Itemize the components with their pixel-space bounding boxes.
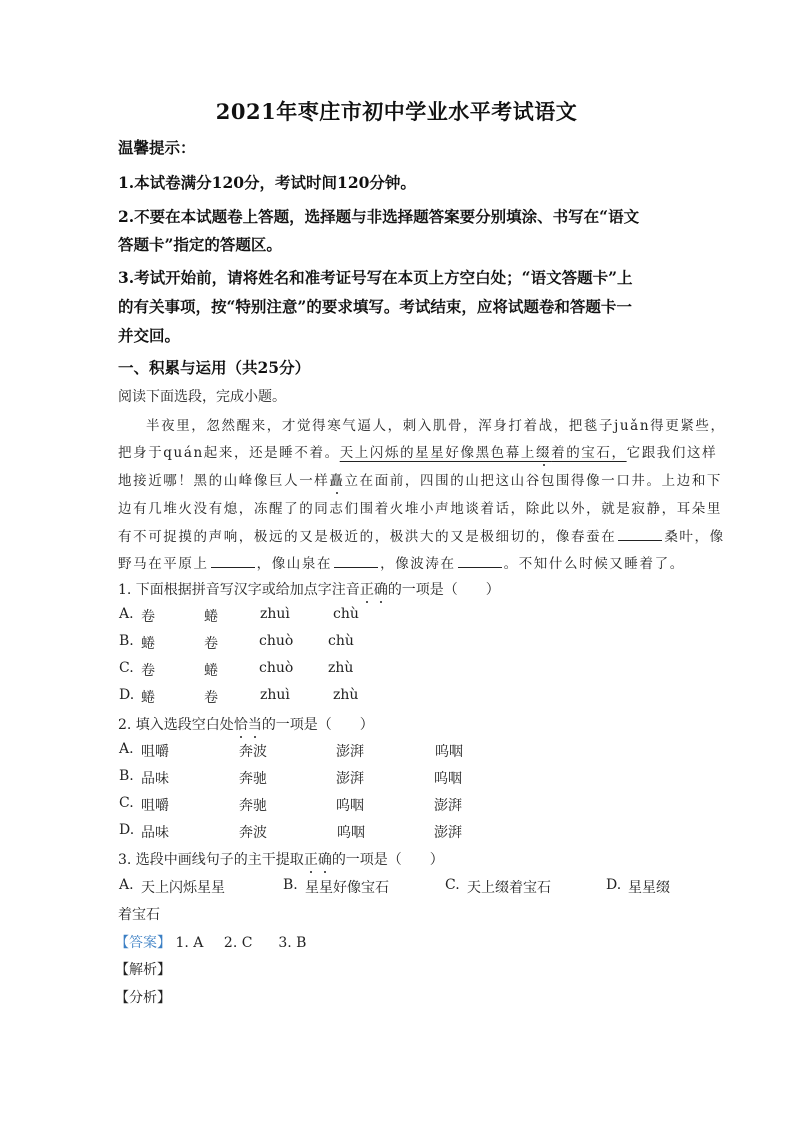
reading-instruction: 阅读下面选段，完成小题。	[118, 389, 286, 405]
underlined-part-1: 天上闪烁的星星好像黑色幕上	[339, 445, 536, 461]
option-col: 澎湃	[336, 771, 364, 787]
option-col: 咀嚼	[141, 798, 169, 814]
passage-line-5	[118, 525, 725, 545]
notice-line-4: 3.考试开始前，请将姓名和准考证号写在本页上方空白处；“语文答题卡”上	[118, 268, 633, 287]
passage-text: 桑叶，像	[664, 529, 725, 545]
option-col: 卷	[204, 690, 218, 706]
analysis-label: 【解析】	[115, 962, 171, 978]
dotted-char: 缀	[536, 445, 552, 461]
passage-text: 把身于quán起来，还是睡不着。	[118, 445, 340, 461]
option-label: D.	[606, 877, 622, 893]
option-text: 星星缀	[628, 880, 670, 896]
notice-heading: 温馨提示：	[118, 138, 196, 157]
option-col: 奔驰	[239, 798, 267, 814]
option-col: chù	[333, 606, 359, 622]
section-heading: 一、积累与运用（共25分）	[118, 358, 311, 377]
answer-1: 1. A	[175, 935, 204, 951]
stem-text: 的一项是（ ）	[261, 717, 374, 733]
underlined-sentence	[340, 445, 627, 461]
passage-line-3	[118, 469, 722, 489]
option-col: chù	[328, 633, 354, 649]
stem-text: 的一项是（ ）	[331, 852, 444, 868]
option-text: 天上缀着宝石	[467, 880, 551, 896]
option-col: 卷	[141, 609, 155, 625]
option-col: chuò	[259, 633, 294, 649]
passage-text: 立在面前，四围的山把这山谷包围得像一口井。上边和下	[344, 473, 723, 489]
answer-label: 【答案】	[115, 935, 171, 951]
option-label: B.	[119, 768, 134, 784]
option-col: 澎湃	[434, 825, 462, 841]
dotted-char: 确	[373, 582, 388, 598]
option-col: chuò	[259, 660, 294, 676]
question-3-option-d-wrap: 着宝石	[118, 907, 160, 923]
passage-line-1: 半夜里，忽然醒来，才觉得寒气逼人，刺入肌骨，浑身打着战，把毯子juǎn得更紧些，	[146, 418, 726, 434]
passage-line-2	[118, 441, 717, 461]
answer-3: 3. B	[278, 935, 307, 951]
option-text: 天上闪烁星星	[141, 880, 225, 896]
option-col: 卷	[204, 636, 218, 652]
option-label: B.	[119, 633, 134, 649]
option-label: D.	[119, 822, 135, 838]
option-col: 卷	[141, 663, 155, 679]
option-label: D.	[119, 687, 135, 703]
option-col: 澎湃	[336, 744, 364, 760]
dotted-char: 当	[247, 717, 262, 733]
fill-blank-2	[211, 555, 255, 568]
fill-blank-1	[618, 528, 662, 541]
passage-text: 。不知什么时候又睡着了。	[503, 556, 685, 572]
option-label: C.	[445, 877, 460, 893]
passage-text: ，像山泉在	[256, 556, 333, 572]
option-label: A.	[119, 606, 134, 622]
option-col: 奔驰	[239, 771, 267, 787]
option-label: B.	[283, 877, 298, 893]
passage-line-4: 边有几堆火没有熄，冻醒了的同志们围着火堆小声地谈着话，除此以外，就是寂静，耳朵里	[118, 501, 722, 517]
option-col: 蜷	[141, 636, 155, 652]
option-col: zhù	[333, 687, 359, 703]
option-text: 星星好像宝石	[305, 880, 389, 896]
underlined-part-2: 着的宝石，	[551, 445, 627, 461]
passage-text: 它跟我们这样	[626, 445, 718, 461]
option-col: zhuì	[260, 687, 290, 703]
option-col: 咀嚼	[141, 744, 169, 760]
option-col: 蜷	[141, 690, 155, 706]
question-2-stem	[118, 714, 374, 734]
notice-line-5: 的有关事项，按“特别注意”的要求填写。考试结束，应将试题卷和答题卡一	[118, 297, 632, 316]
stem-text: 的一项是（ ）	[387, 582, 500, 598]
answer-2: 2. C	[223, 935, 253, 951]
option-col: 蜷	[204, 663, 218, 679]
dotted-char: 恰	[233, 717, 248, 733]
stem-text: 3. 选段中画线句子的主干提取	[118, 852, 304, 868]
option-col: 蜷	[204, 609, 218, 625]
fill-blank-4	[458, 555, 502, 568]
option-label: C.	[119, 795, 134, 811]
option-col: 呜咽	[434, 771, 462, 787]
dotted-char: 正	[359, 582, 374, 598]
dotted-char: 确	[317, 852, 332, 868]
option-col: 呜咽	[337, 825, 365, 841]
notice-line-2: 2.不要在本试题卷上答题，选择题与非选择题答案要分别填涂、书写在“语文	[118, 207, 640, 226]
passage-line-6	[118, 552, 685, 572]
option-label: A.	[119, 877, 134, 893]
option-col: 奔波	[239, 825, 267, 841]
stem-text: 2. 填入选段空白处	[118, 717, 234, 733]
fill-blank-3	[334, 555, 378, 568]
question-3-stem	[118, 849, 444, 869]
option-label: C.	[119, 660, 134, 676]
option-col: 品味	[141, 771, 169, 787]
option-col: 呜咽	[435, 744, 463, 760]
option-col: zhuì	[260, 606, 290, 622]
option-col: 奔波	[239, 744, 267, 760]
passage-text: 地接近哪！黑的山峰像巨人一样	[118, 473, 330, 489]
page-title: 2021年枣庄市初中学业水平考试语文	[215, 99, 578, 124]
option-col: 澎湃	[434, 798, 462, 814]
question-1-stem	[118, 579, 500, 599]
stem-text: 1. 下面根据拼音写汉字或给加点字注音	[118, 582, 360, 598]
passage-text: 野马在平原上	[118, 556, 209, 572]
option-col: zhù	[328, 660, 354, 676]
notice-line-1: 1.本试卷满分120分，考试时间120分钟。	[118, 173, 416, 192]
notice-line-6: 并交回。	[118, 326, 181, 345]
passage-text: ，像波涛在	[380, 556, 456, 572]
passage-text: 有不可捉摸的声响，极远的又是极近的，极洪大的又是极细切的，像春蚕在	[118, 529, 617, 545]
option-col: 呜咽	[336, 798, 364, 814]
option-label: A.	[119, 741, 134, 757]
answer-row	[115, 932, 306, 952]
fenxi-label: 【分析】	[115, 990, 171, 1006]
dotted-char: 正	[303, 852, 318, 868]
option-col: 品味	[141, 825, 169, 841]
dotted-char: 矗	[329, 473, 345, 489]
notice-line-3: 答题卡”指定的答题区。	[118, 235, 282, 254]
